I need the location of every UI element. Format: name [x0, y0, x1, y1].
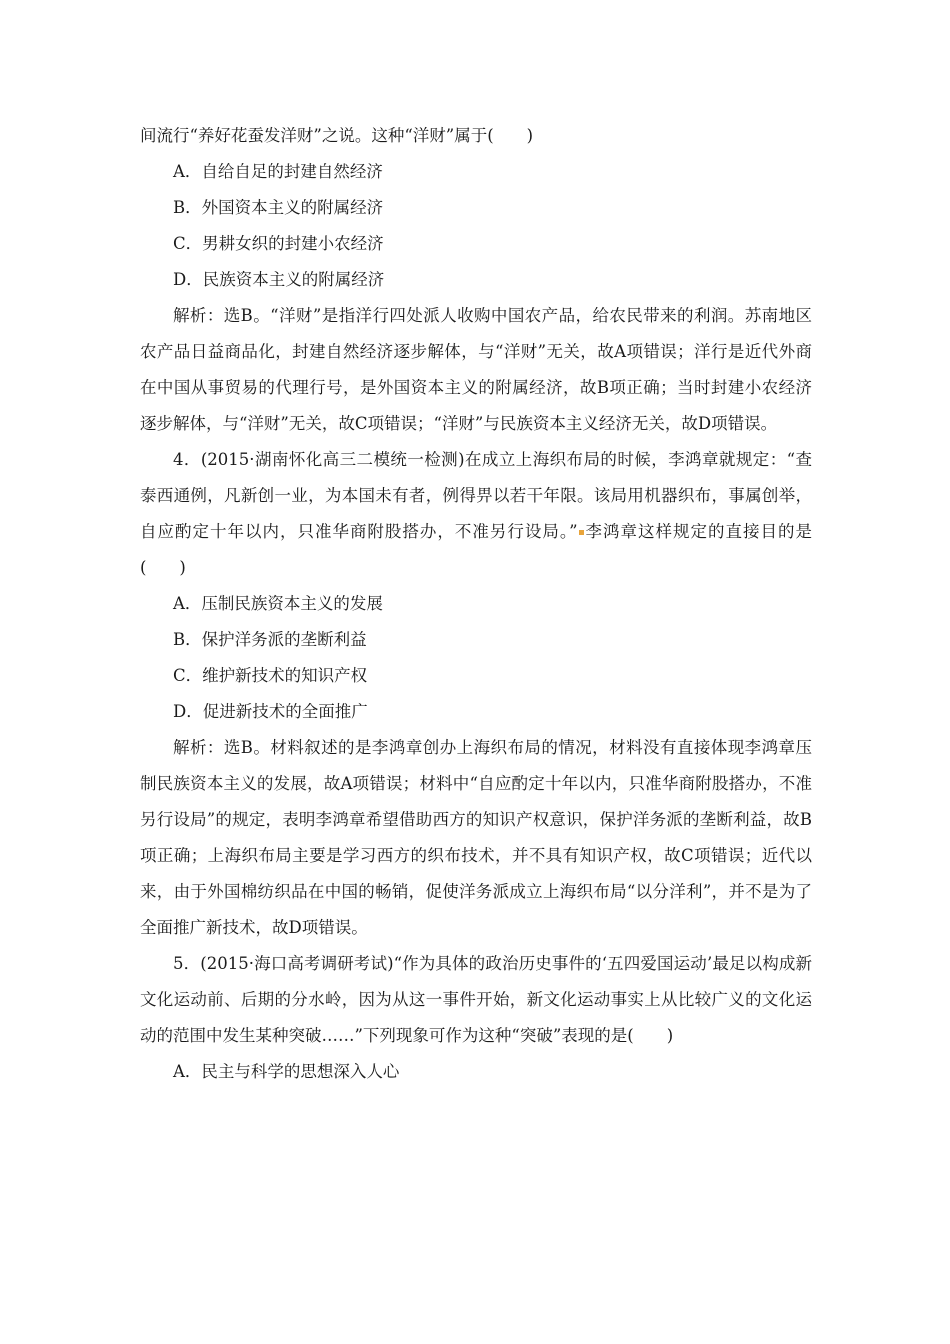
- document-body: [140, 118, 812, 1090]
- q4-stem-part1: 4．(2015·湖南怀化高三二模统一检测)在成立上海织布局的时候，李鸿章就规定：“查泰西通例，凡新创一业，为本国未有者，例得畀以若干年限。该局用机器织布，事属创举，自应酌定十年以内，只准华商附股搭办，不准另行设局。”: [140, 450, 812, 541]
- q3-option-c: C．男耕女织的封建小农经济: [173, 234, 384, 253]
- q4-analysis: [140, 730, 812, 946]
- q5-option-a: A．民主与科学的思想深入人心: [173, 1062, 400, 1081]
- q3-option-a: A．自给自足的封建自然经济: [173, 162, 383, 181]
- q4-analysis-part2: 要是学习西方的织布技术，并不具有知识产权，故C项错误；近代以来，由于外国棉纺织品在中国的畅销，促使洋务派成立上海织布局“以分洋利”，并不是为了全面推广新技术，故D项错误。: [140, 846, 813, 937]
- q3-option-d: D．民族资本主义的附属经济: [173, 270, 385, 289]
- q4-option-a: A．压制民族资本主义的发展: [173, 594, 383, 613]
- q4-stem-part2: 李鸿章这样规定的直接目的是( ): [140, 522, 812, 577]
- question-4-stem: [140, 442, 812, 586]
- q4-option-c: C．维护新技术的知识产权: [173, 666, 368, 685]
- q4-option-d: D．促进新技术的全面推广: [173, 702, 368, 721]
- q3-option-b: B．外国资本主义的附属经济: [173, 198, 384, 217]
- annotation-mark: [579, 530, 584, 535]
- q4-analysis-part1: 解析：选B。材料叙述的是李鸿章创办上海织布局的情况，材料没有直接体现李鸿章压制民族资本主义的发展，故A项错误；材料中“自应酌定十年以内，只准华商附股搭办，不准另行设局”的规定，表明李鸿章希望借助西方的知识产权意识，保护洋务派的垄断利益，故B项正确；上海织布局主: [140, 738, 812, 865]
- q4-option-b: B．保护洋务派的垄断利益: [173, 630, 367, 649]
- q3-analysis: 解析：选B。“洋财”是指洋行四处派人收购中国农产品，给农民带来的利润。苏南地区农产品日益商品化，封建自然经济逐步解体，与“洋财”无关，故A项错误；洋行是近代外商在中国从事贸易的代理行号，是外国资本主义的附属经济，故B项正确；当时封建小农经济逐步解体，与“洋财”无关，故C项错误；“洋财”与民族资本主义经济无关，故D项错误。: [140, 306, 812, 433]
- question-5-stem: 5．(2015·海口高考调研考试)“作为具体的政治历史事件的‘五四爱国运动’最足以构成新文化运动前、后期的分水岭，因为从这一事件开始，新文化运动事实上从比较广义的文化运动的范围中发生某种突破……”下列现象可作为这种“突破”表现的是( ): [140, 954, 812, 1045]
- question-3-stem-tail: 间流行“养好花蚕发洋财”之说。这种“洋财”属于( ): [140, 126, 534, 145]
